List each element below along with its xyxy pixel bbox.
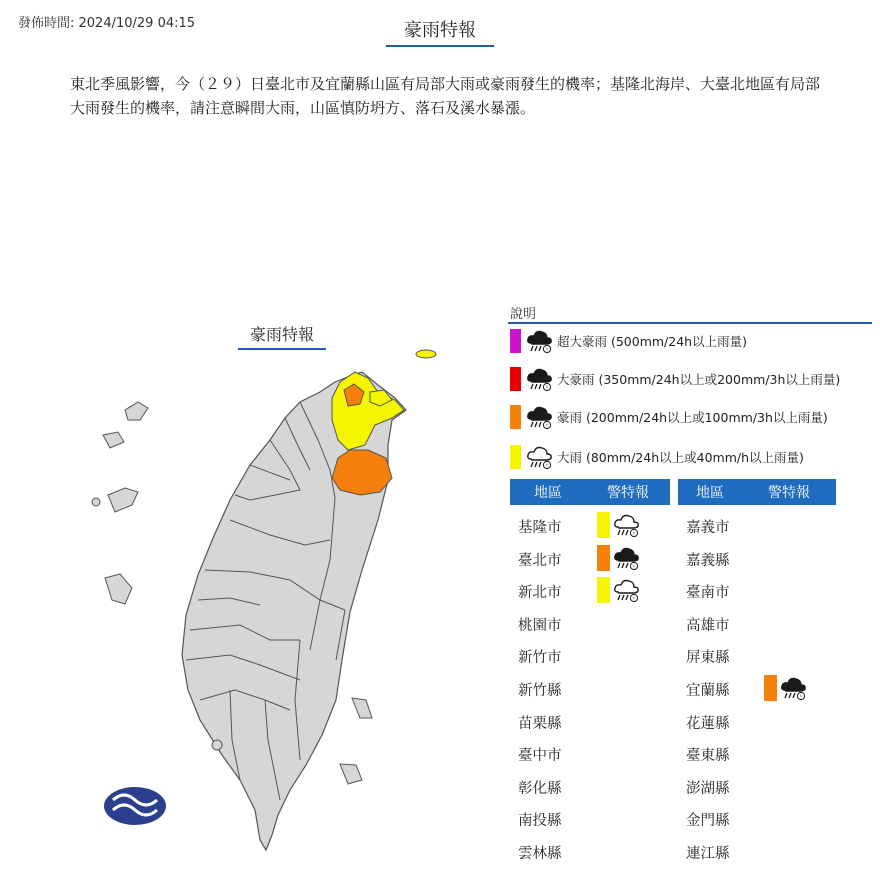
region-name: 新竹市 [518,650,562,667]
region-name: 彰化縣 [518,780,562,797]
col-region-header: 地區 [534,485,562,501]
warning-indicator [597,511,640,539]
legend-divider [508,322,872,324]
svg-text:!: ! [545,385,549,392]
legend-label: 大雨 (80mm/24h以上或40mm/h以上雨量) [557,450,804,465]
cloud-rain-outline-icon [525,443,553,471]
table-header-left [510,479,670,505]
table-header-right [678,479,836,505]
legend-swatch [510,367,521,391]
warning-indicator [597,544,640,572]
region-name: 宜蘭縣 [686,683,730,699]
legend-swatch [510,405,521,429]
orchid-island [340,764,362,784]
svg-text:!: ! [545,423,549,430]
cwa-logo [104,787,166,825]
cloud-heavy-rain-icon [525,327,553,355]
legend-item [510,404,828,430]
region-name: 嘉義市 [686,520,730,536]
svg-text:!: ! [632,531,636,538]
cloud-rain-outline-icon [612,576,640,604]
col-warning-header: 警特報 [607,485,649,501]
liuqiu-island [212,740,222,750]
region-name: 苗栗縣 [518,715,562,732]
warning-description: 東北季風影響，今（２９）日臺北市及宜蘭縣山區有局部大雨或豪雨發生的機率；基隆北海岸、大臺北地區有局部大雨發生的機率，請注意瞬間大雨，山區慎防坍方、落石及溪水暴漲。 [70,75,821,117]
page-title: 豪雨特報 [386,16,494,47]
green-island [352,698,372,718]
svg-text:!: ! [545,347,549,354]
region-name: 連江縣 [686,846,730,862]
taiwan-island [182,372,406,850]
legend-swatch [510,329,521,353]
legend-label: 超大豪雨 (500mm/24h以上雨量) [557,334,747,349]
region-name: 高雄市 [686,617,730,634]
region-name: 臺南市 [686,585,730,602]
legend-heading: 說明 [510,307,537,322]
region-name: 基隆市 [518,520,562,536]
legend-label: 豪雨 (200mm/24h以上或100mm/3h以上雨量) [557,410,828,425]
region-name: 雲林縣 [518,846,562,862]
region-name: 桃園市 [518,617,562,634]
col-region-header: 地區 [696,485,724,501]
svg-text:!: ! [799,694,803,701]
legend-item [510,444,804,470]
legend-label: 大豪雨 (350mm/24h以上或200mm/3h以上雨量) [557,372,841,387]
cloud-rain-outline-icon [612,511,640,539]
map-title: 豪雨特報 [238,322,326,350]
penghu-islands [92,402,148,604]
region-name: 新北市 [518,585,562,602]
cloud-heavy-rain-icon [525,403,553,431]
taiwan-map [80,340,440,880]
cloud-heavy-rain-icon [525,365,553,393]
region-name: 花蓮縣 [686,715,730,732]
region-name: 新竹縣 [518,683,562,699]
region-name: 澎湖縣 [686,780,730,797]
cloud-heavy-rain-icon [779,674,807,702]
warning-indicator [764,674,807,702]
legend-item [510,328,747,354]
islet-north [416,350,436,358]
cloud-heavy-rain-icon [612,544,640,572]
region-name: 南投縣 [518,813,562,830]
warning-indicator [597,576,640,604]
warning-level-swatch [764,675,777,701]
region-name: 臺北市 [518,552,562,569]
legend-item [510,366,840,392]
region-new-taipei [332,372,404,450]
col-warning-header: 警特報 [768,485,810,501]
warning-level-swatch [597,545,610,571]
region-name: 金門縣 [686,813,730,830]
svg-text:!: ! [632,596,636,603]
region-name: 嘉義縣 [686,552,730,569]
warning-level-swatch [597,512,610,538]
region-name: 臺東縣 [686,748,730,765]
legend-swatch [510,445,521,469]
issued-time: 發佈時間: 2024/10/29 04:15 [18,16,196,31]
region-yilan [332,450,392,495]
svg-text:!: ! [632,564,636,571]
warning-level-swatch [597,577,610,603]
region-name: 屏東縣 [686,650,730,667]
region-name: 臺中市 [518,748,562,765]
svg-text:!: ! [545,463,549,470]
